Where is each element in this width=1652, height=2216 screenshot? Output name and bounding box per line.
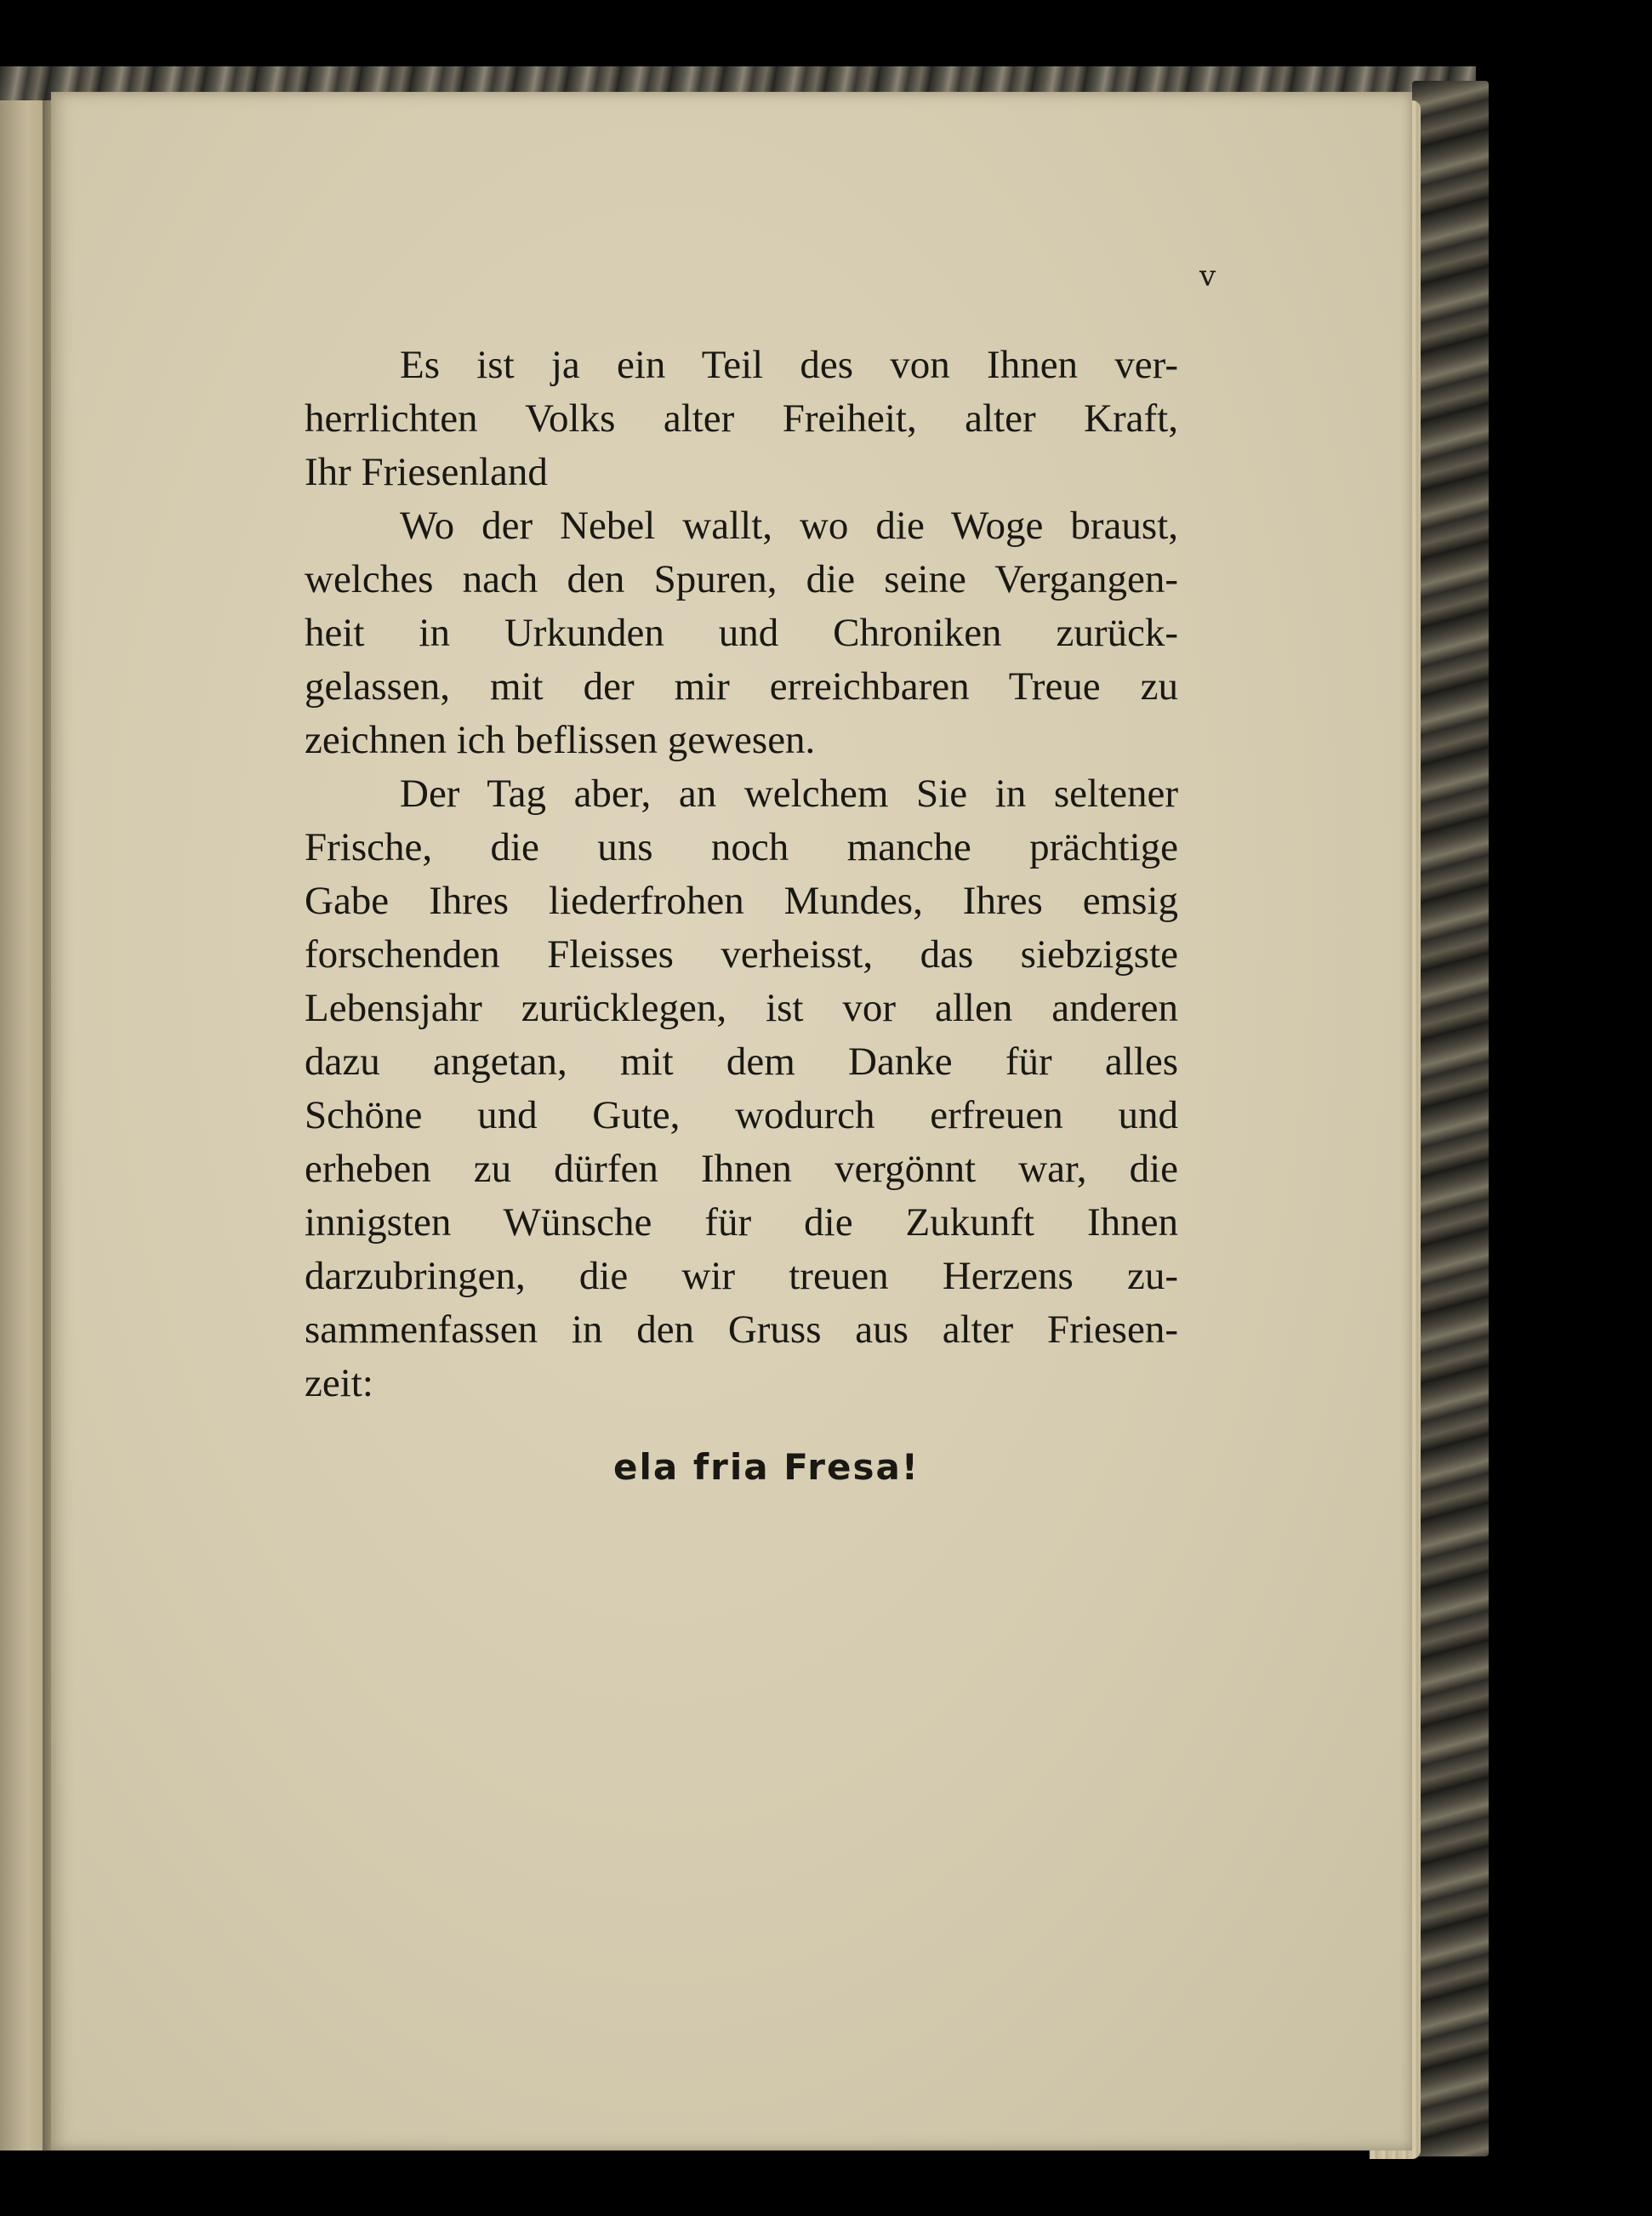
- text-line: zeichnen ich beflissen gewesen.: [305, 718, 816, 762]
- closing-salutation: [0, 1446, 1652, 1488]
- closing-text: ela fria Fresa!: [613, 1446, 920, 1488]
- text-line: Lebensjahr zurücklegen, ist vor allen anderen: [305, 986, 1178, 1030]
- text-line: Wo der Nebel wallt, wo die Woge braust,: [400, 504, 1178, 548]
- text-line: Ihr Friesenland: [305, 450, 548, 494]
- text-line: Der Tag aber, an welchem Sie in seltener: [400, 772, 1178, 816]
- text-line: erheben zu dürfen Ihnen vergönnt war, die: [305, 1147, 1178, 1191]
- text-line: innigsten Wünsche für die Zukunft Ihnen: [305, 1200, 1178, 1245]
- text-line: sammenfassen in den Gruss aus alter Friesen-: [305, 1307, 1178, 1352]
- page-number: v: [1199, 259, 1217, 293]
- text-line: gelassen, mit der mir erreichbaren Treue zu: [305, 664, 1178, 709]
- text-line: Schöne und Gute, wodurch erfreuen und: [305, 1093, 1178, 1137]
- text-line: zeit:: [305, 1361, 373, 1405]
- book-cover-right: [1412, 81, 1489, 2156]
- text-line: darzubringen, die wir treuen Herzens zu-: [305, 1254, 1178, 1298]
- body-text: [305, 339, 1178, 1410]
- text-line: Frische, die uns noch manche prächtige: [305, 825, 1178, 869]
- paragraph-3: [305, 767, 1178, 1410]
- text-line: Gabe Ihres liederfrohen Mundes, Ihres emsig: [305, 879, 1178, 923]
- text-line: dazu angetan, mit dem Danke für alles: [305, 1040, 1178, 1084]
- text-line: forschenden Fleisses verheisst, das siebzigste: [305, 932, 1178, 977]
- text-line: herrlichten Volks alter Freiheit, alter Kraft,: [305, 396, 1178, 441]
- text-line: welches nach den Spuren, die seine Vergangen-: [305, 557, 1178, 601]
- text-line: heit in Urkunden und Chroniken zurück-: [305, 611, 1178, 655]
- paragraph-1: [305, 339, 1178, 499]
- text-line: Es ist ja ein Teil des von Ihnen ver-: [400, 343, 1178, 387]
- paragraph-2: [305, 499, 1178, 767]
